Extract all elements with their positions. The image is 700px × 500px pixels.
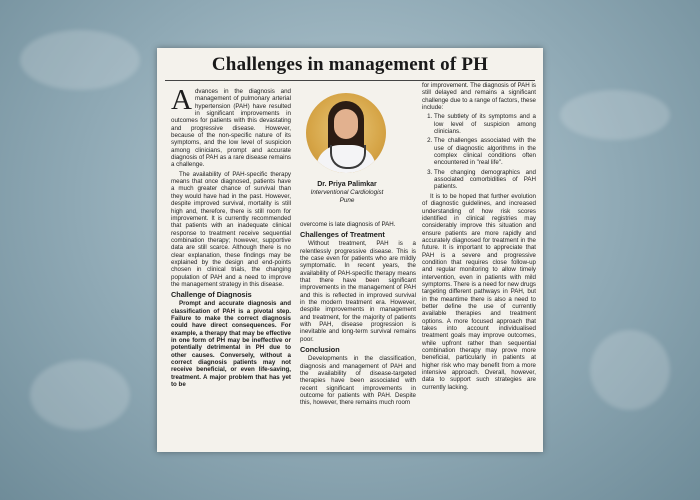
paragraph: overcome is late diagnosis of PAH. bbox=[300, 221, 396, 228]
author-role: Interventional Cardiologist bbox=[310, 189, 384, 196]
paragraph: It is to be hoped that further evolution of diagnostic guidelines, and increased understanding of how risk scores identified in clinical registries may considerably improve this situation and ensure patients are more rapidly and accurately diagnosed for treatment in the future. It is important to appreciate that PAH is a severe and progressive condition that requires close follow-up and regular monitoring to allow timely intervention, even in patients with mild symptoms. There is a need for new drugs targeting different pathways in PAH, but in the meantime there is also a need to better define the use of currently available therapies and treatment options. A more focused approach that takes into account individualised treatment goals may improve outcomes, while upfront rather than sequential combination therapy may prove more beneficial, particularly in patients at higher risk who may benefit from a more intensive approach. Overall, however, data to support such strategies are currently lacking. bbox=[422, 192, 536, 391]
newspaper-clipping bbox=[157, 48, 543, 452]
author-name: Dr. Priya Palimkar bbox=[317, 181, 377, 188]
author-photo bbox=[306, 93, 386, 173]
heading-treatment: Challenges of Treatment bbox=[300, 230, 385, 240]
paragraph: for improvement. The diagnosis of PAH is still delayed and remains a significant challenge due to a range of factors, these include: bbox=[422, 82, 536, 112]
heading-diagnosis: Challenge of Diagnosis bbox=[171, 290, 252, 300]
list-item: 2. The challenges associated with the use of diagnostic algorithms in the complex clinical conditions often encountered in "real life". bbox=[434, 137, 536, 166]
list-item: 3. The changing demographics and associated comorbidities of PAH patients. bbox=[434, 169, 536, 191]
paragraph: Developments in the classification, diagnosis and management of PAH and the availability of disease-targeted therapies have been associated with recent significant improvements in outcome for patients with PAH. Despite this, however, there remains much room bbox=[300, 355, 416, 407]
drop-cap: A bbox=[171, 84, 192, 116]
factor-list bbox=[422, 113, 536, 190]
title-rule bbox=[165, 80, 535, 81]
heading-conclusion: Conclusion bbox=[300, 345, 340, 355]
list-item: 1. The subtlety of its symptoms and a low level of suspicion among clinicians. bbox=[434, 113, 536, 135]
intro-paragraph: Advances in the diagnosis and management of pulmonary arterial hypertension (PAH) have resulted in significant improvements in outcomes for patients with this devastating and progressive disease. However, because of the non-specific nature of its symptoms, and the low level of suspicion among clinicians, prompt and accurate diagnosis of PAH as a rare disease remains a challenge. bbox=[171, 84, 291, 169]
column-3 bbox=[422, 82, 536, 393]
paragraph: The availability of PAH-specific therapy means that once diagnosed, patients have a much greater chance of survival than they would have had in the past. However, despite improved survival, mortality is still high and, therefore, there is still room for improvement. It is currently recommended that patients with an inadequate clinical response to treatment receive sequential combination therapy; however, supportive data are still scarce. Although there is no clear explanation, these findings may be explained by the design and end-points chosen in clinical trials, the changing population of PAH and a need to improve the management strategy in this disease. bbox=[171, 170, 291, 288]
author-caption bbox=[297, 181, 397, 205]
paragraph: Prompt and accurate diagnosis and classification of PAH is a pivotal step. Failure to make the correct diagnosis could have direct consequences. For example, a therapy that may be effective in one form of PH may be ineffective or potentially detrimental in PH due to other causes. Conversely, without a correct diagnosis patients may not receive beneficial, or even life-saving, treatment. A major problem that has yet to be bbox=[171, 300, 291, 389]
column-1 bbox=[171, 84, 291, 390]
column-2 bbox=[300, 221, 416, 409]
author-city: Pune bbox=[339, 197, 355, 204]
paragraph: Without treatment, PAH is a relentlessly progressive disease. This is the case even for patients who are mildly symptomatic. In recent years, the availability of PAH-specific therapy means that there have been significant improvements in the management of PAH and this is reflected in improved survival in the modern treatment era. However, despite improvements in management and treatment, for the majority of patients with PAH, disease progression is inevitable and long-term survival remains poor. bbox=[300, 240, 416, 343]
article-title: Challenges in management of PH bbox=[211, 54, 489, 75]
